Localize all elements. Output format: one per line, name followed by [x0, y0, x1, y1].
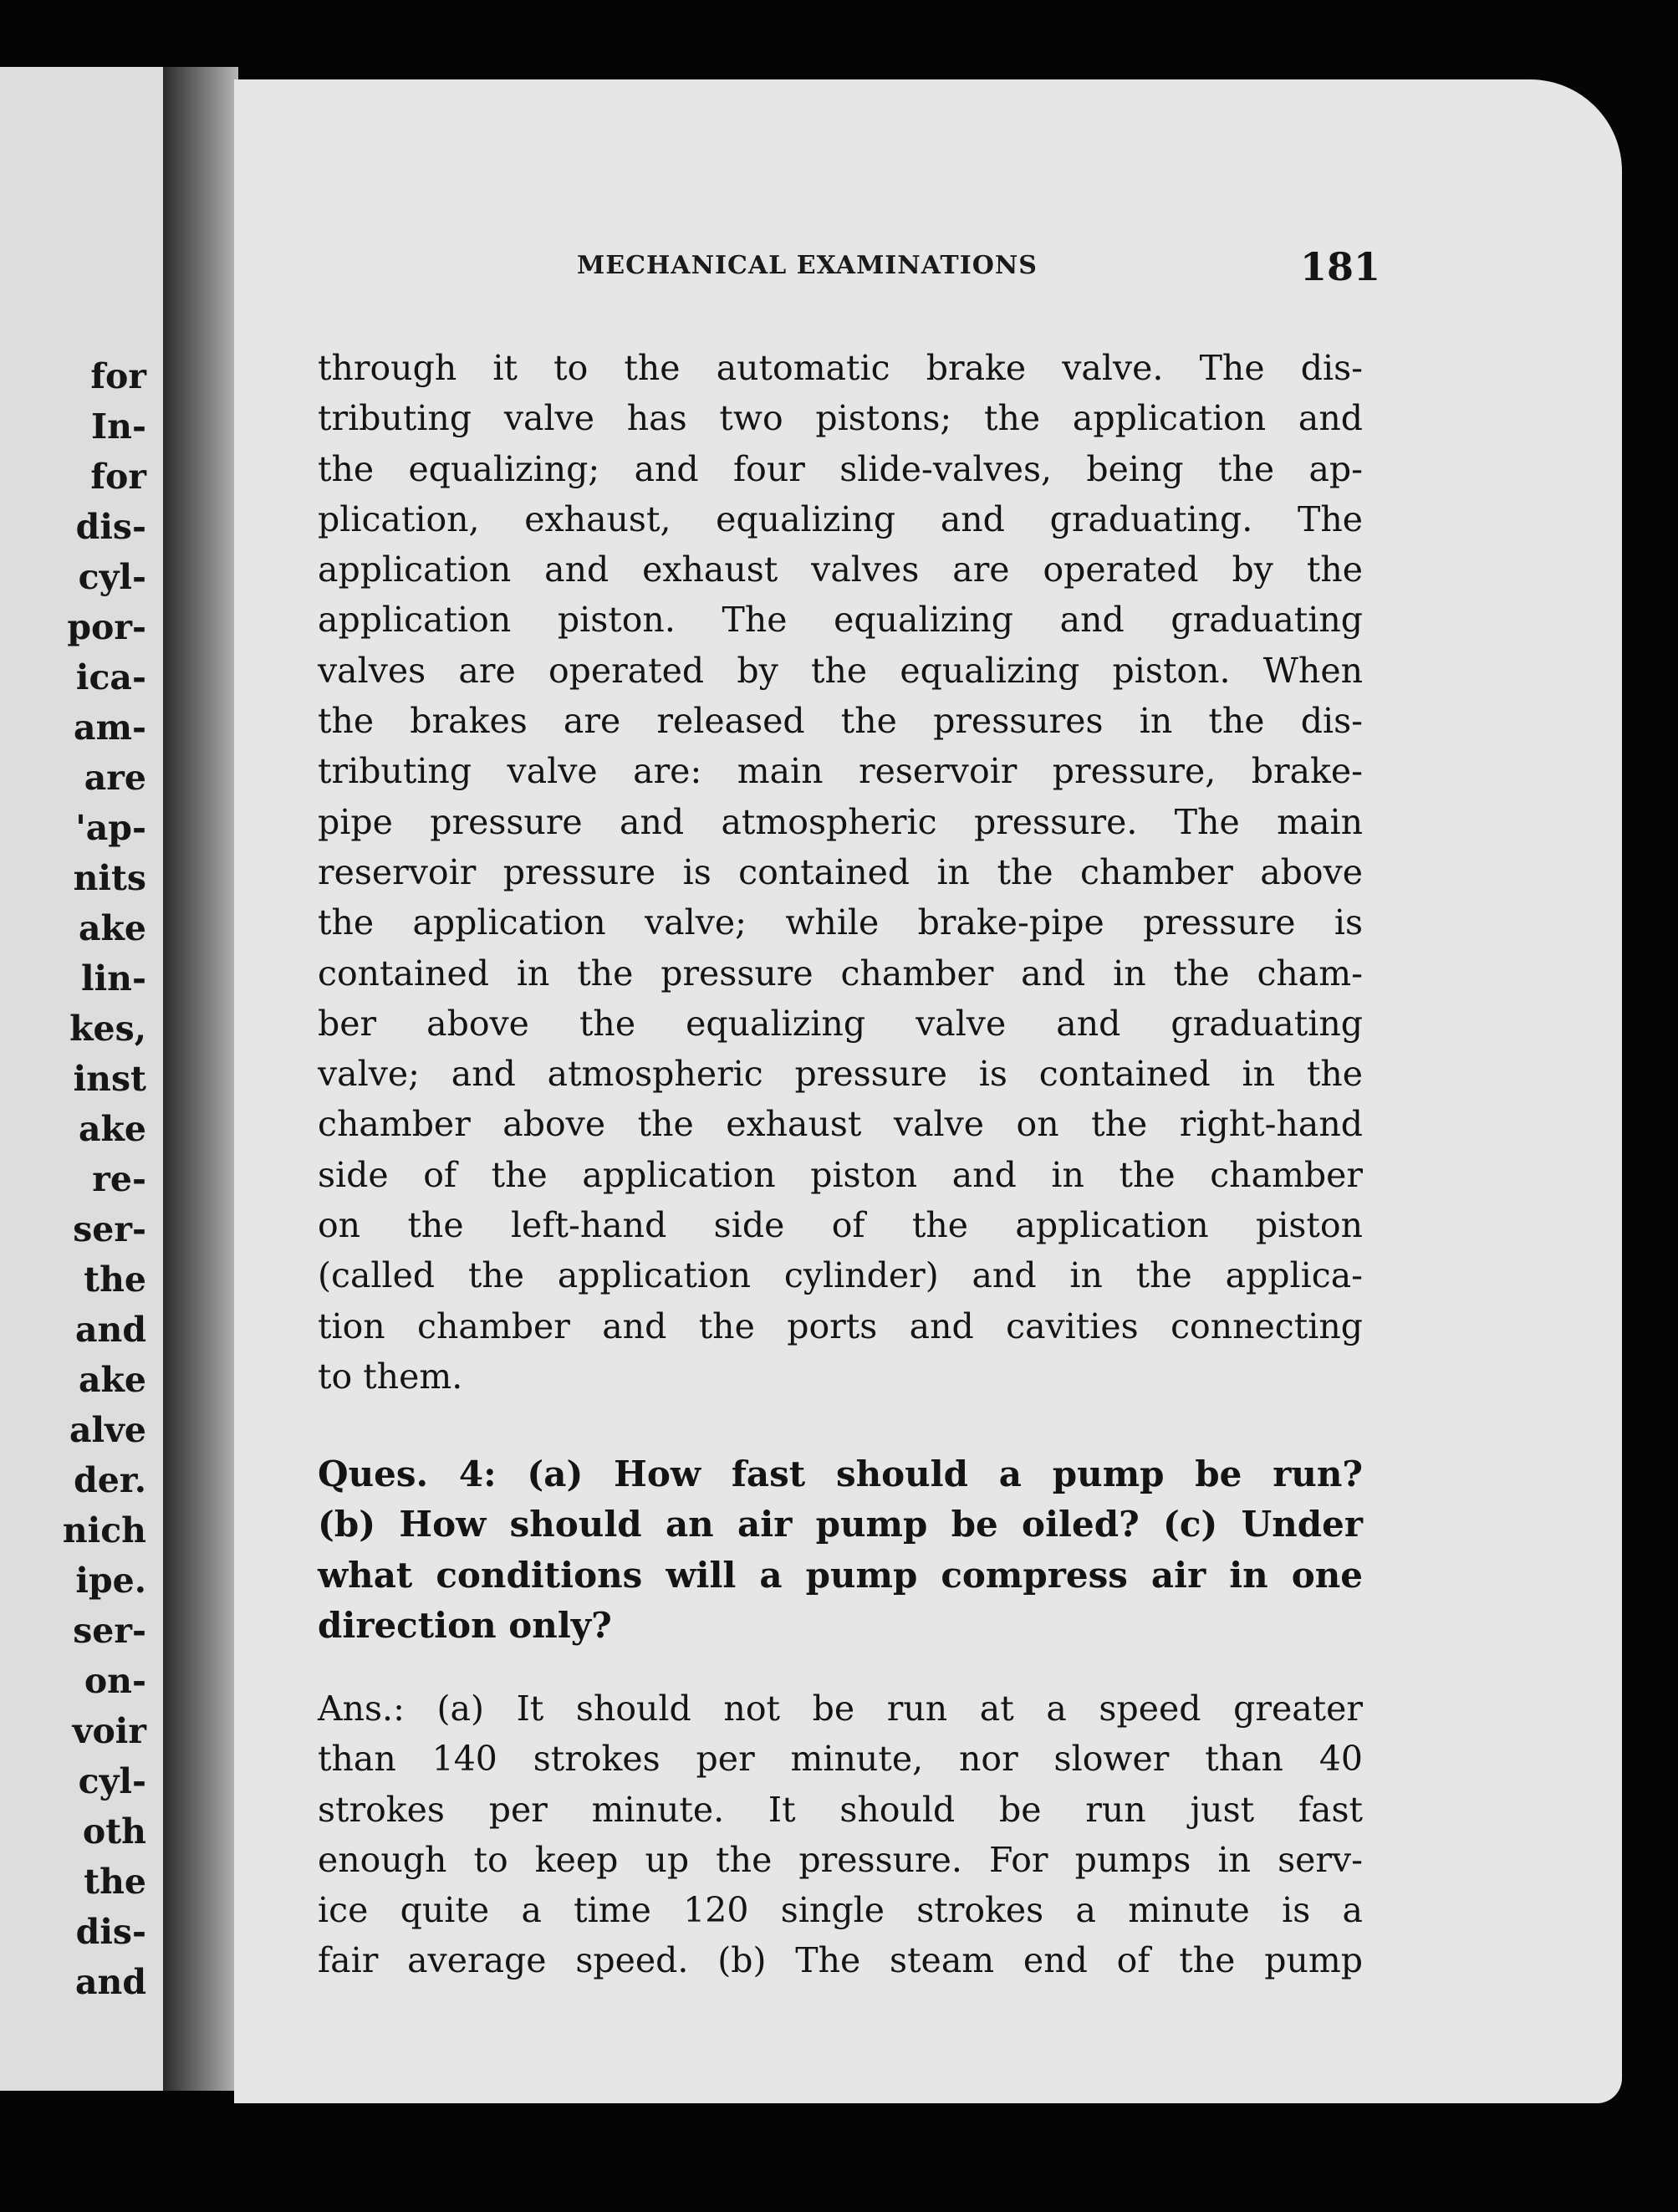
- facing-page-fragment: on-: [84, 1661, 146, 1701]
- text-line: chamber above the exhaust valve on the right-hand: [318, 1104, 1363, 1145]
- text-line: tributing valve has two pistons; the application and: [318, 398, 1363, 439]
- facing-page-fragment: 'ap-: [75, 808, 146, 848]
- facing-page-fragment: ake: [78, 1109, 146, 1149]
- page-number: 181: [1300, 244, 1381, 289]
- answer-line: enough to keep up the pressure. For pumps in serv-: [318, 1839, 1363, 1880]
- facing-page-fragment: the: [84, 1259, 146, 1300]
- question-paragraph: [318, 1449, 1363, 1651]
- text-line: on the left-hand side of the application piston: [318, 1205, 1363, 1246]
- answer-line: fair average speed. (b) The steam end of the pump: [318, 1940, 1363, 1981]
- text-line: the application valve; while brake-pipe pressure is: [318, 902, 1363, 943]
- facing-page-fragment: ser-: [73, 1209, 146, 1249]
- text-line: tion chamber and the ports and cavities connecting: [318, 1305, 1363, 1346]
- question-line: (b) How should an air pump be oiled? (c) Under: [318, 1504, 1363, 1545]
- text-line: contained in the pressure chamber and in the cham-: [318, 953, 1363, 994]
- answer-line: strokes per minute. It should be run just fast: [318, 1789, 1363, 1830]
- facing-page-text: [63, 351, 146, 2007]
- text-line: plication, exhaust, equalizing and graduating. The: [318, 498, 1363, 539]
- facing-page: [0, 67, 163, 2091]
- facing-page-fragment: nich: [62, 1510, 146, 1550]
- facing-page-fragment: voir: [72, 1711, 146, 1751]
- facing-page-fragment: cyl-: [78, 1761, 146, 1801]
- answer-line: Ans.: (a) It should not be run at a speed greater: [318, 1688, 1363, 1729]
- text-line: side of the application piston and in the chamber: [318, 1154, 1363, 1195]
- text-line: pipe pressure and atmospheric pressure. The main: [318, 801, 1363, 842]
- facing-page-fragment: alve: [69, 1410, 146, 1450]
- facing-page-fragment: por-: [67, 607, 146, 647]
- facing-page-fragment: In-: [90, 406, 146, 447]
- facing-page-fragment: kes,: [69, 1009, 146, 1049]
- running-head: MECHANICAL EXAMINATIONS: [577, 251, 1038, 280]
- text-line: tributing valve are: main reservoir pressure, brake-: [318, 751, 1363, 792]
- question-line: direction only?: [318, 1604, 612, 1646]
- facing-page-fragment: oth: [82, 1811, 146, 1852]
- text-line: valve; and atmospheric pressure is contained in the: [318, 1054, 1363, 1095]
- facing-page-fragment: ake: [78, 908, 146, 948]
- facing-page-fragment: ipe.: [75, 1561, 146, 1601]
- text-line: application piston. The equalizing and graduating: [318, 600, 1363, 641]
- text-line: the equalizing; and four slide-valves, being the ap-: [318, 448, 1363, 489]
- facing-page-fragment: inst: [73, 1059, 146, 1099]
- facing-page-fragment: for: [90, 356, 146, 396]
- answer-line: than 140 strokes per minute, nor slower than 40: [318, 1739, 1363, 1780]
- facing-page-fragment: dis-: [75, 507, 146, 547]
- question-line: Ques. 4: (a) How fast should a pump be run?: [318, 1453, 1363, 1494]
- facing-page-fragment: am-: [74, 708, 146, 748]
- facing-page-fragment: for: [90, 457, 146, 497]
- question-line: what conditions will a pump compress air in one: [318, 1554, 1363, 1596]
- facing-page-fragment: ica-: [75, 657, 146, 697]
- answer-line: ice quite a time 120 single strokes a minute is a: [318, 1890, 1363, 1931]
- facing-page-fragment: the: [84, 1862, 146, 1902]
- body-paragraph: [318, 343, 1363, 1402]
- facing-page-fragment: are: [84, 758, 146, 798]
- text-line: ber above the equalizing valve and graduating: [318, 1003, 1363, 1044]
- facing-page-fragment: der.: [74, 1460, 146, 1500]
- facing-page-fragment: dis-: [75, 1912, 146, 1952]
- text-line: through it to the automatic brake valve. The dis-: [318, 348, 1363, 388]
- text-line: the brakes are released the pressures in the dis-: [318, 701, 1363, 742]
- facing-page-fragment: and: [74, 1962, 146, 2002]
- facing-page-fragment: ser-: [73, 1611, 146, 1651]
- facing-page-fragment: ake: [78, 1360, 146, 1400]
- text-line: application and exhaust valves are operated by the: [318, 549, 1363, 590]
- book-gutter: [163, 67, 238, 2091]
- text-line: valves are operated by the equalizing piston. When: [318, 650, 1363, 691]
- facing-page-fragment: re-: [92, 1159, 146, 1199]
- facing-page-fragment: lin-: [81, 958, 146, 999]
- answer-paragraph: [318, 1683, 1363, 1986]
- text-line: (called the application cylinder) and in the applica-: [318, 1255, 1363, 1296]
- facing-page-fragment: and: [74, 1310, 146, 1350]
- facing-page-fragment: cyl-: [78, 557, 146, 597]
- text-line: reservoir pressure is contained in the chamber above: [318, 851, 1363, 892]
- facing-page-fragment: nits: [73, 858, 146, 898]
- text-line: to them.: [318, 1356, 463, 1397]
